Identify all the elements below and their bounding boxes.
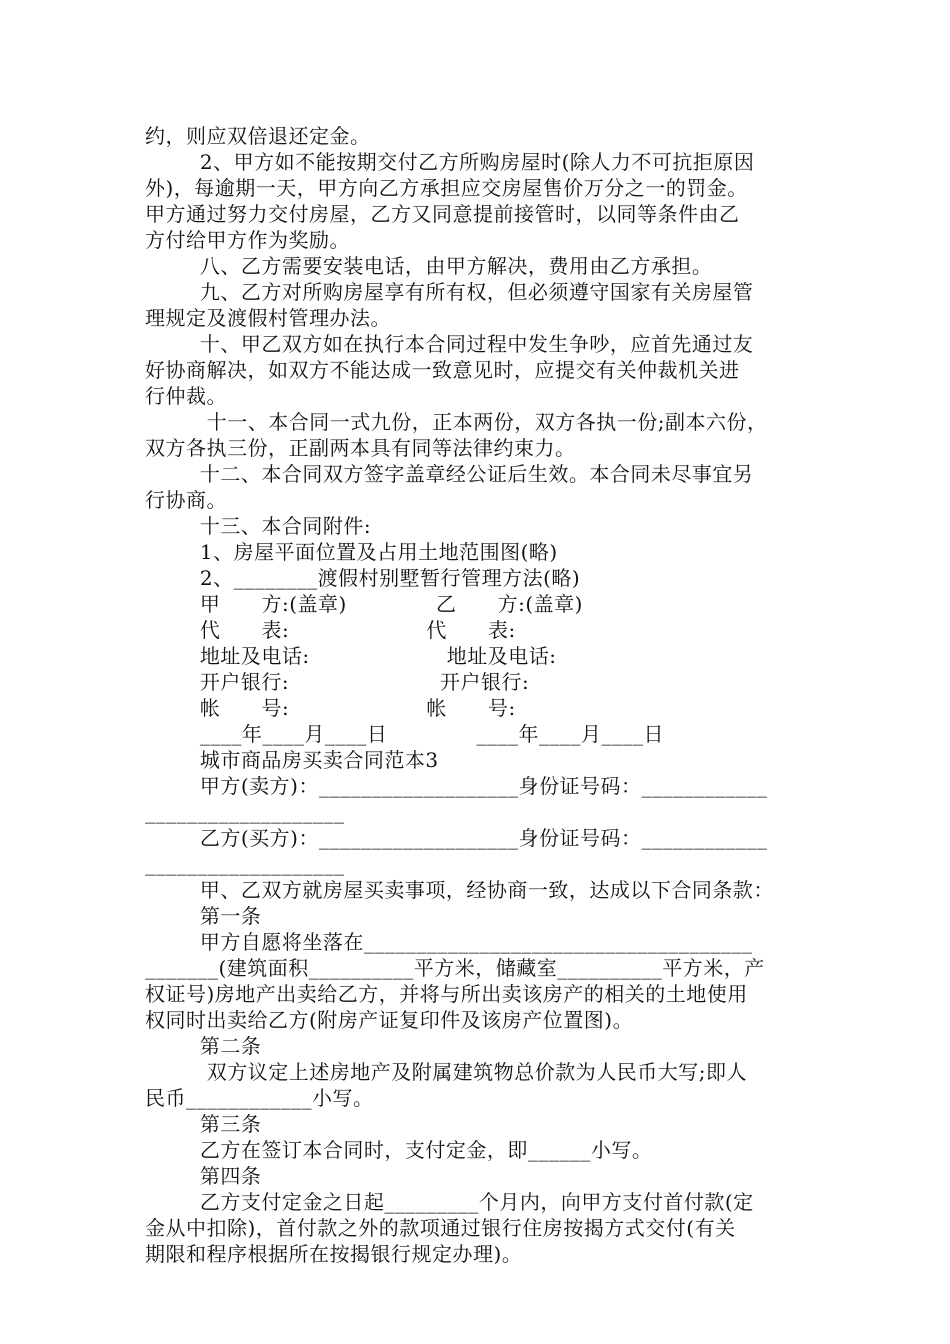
text-line: 甲方自愿将坐落在_____________________________________ [145, 930, 753, 954]
text-line: 约，则应双倍退还定金。 [145, 124, 371, 148]
text-line: 双方各执三份，正副两本具有同等法律约束力。 [145, 436, 576, 460]
signature-line: 甲 方:(盖章) 乙 方:(盖章) [145, 592, 583, 616]
seller-line-cont: ___________________ [145, 800, 345, 824]
text-line: 好协商解决，如双方不能达成一致意见时，应提交有关仲裁机关进 [145, 358, 740, 382]
text-line: 十、甲乙双方如在执行本合同过程中发生争吵，应首先通过友 [145, 332, 754, 356]
text-line: 九、乙方对所购房屋享有所有权，但必须遵守国家有关房屋管 [145, 280, 754, 304]
buyer-line-cont: ___________________ [145, 852, 345, 876]
text-line: 2、甲方如不能按期交付乙方所购房屋时(除人力不可抗拒原因 [145, 150, 755, 174]
text-line: 行仲裁。 [145, 384, 227, 408]
text-line: 权同时出卖给乙方(附房产证复印件及该房产位置图)。 [145, 1008, 634, 1032]
signature-line: 代 表: 代 表: [145, 618, 516, 642]
text-line: 甲方通过努力交付房屋，乙方又同意提前接管时，以同等条件由乙 [145, 202, 740, 226]
text-line: 行协商。 [145, 488, 227, 512]
signature-line: 帐 号: 帐 号: [145, 696, 516, 720]
article-heading: 第三条 [145, 1112, 262, 1136]
text-line: 2、________渡假村别墅暂行管理方法(略) [145, 566, 581, 590]
text-line: 甲、乙双方就房屋买卖事项，经协商一致，达成以下合同条款： [145, 878, 774, 902]
text-line: 金从中扣除)，首付款之外的款项通过银行住房按揭方式交付(有关 [145, 1216, 736, 1240]
text-line: _______(建筑面积__________平方米，储藏室__________平方米，产 [145, 956, 765, 980]
buyer-line: 乙方(买方)：___________________身份证号码：____________ [145, 826, 768, 850]
signature-line: 开户银行: 开户银行: [145, 670, 530, 694]
text-line: 乙方在签订本合同时，支付定金，即______小写。 [145, 1138, 653, 1162]
text-line: 十一、本合同一式九份，正本两份，双方各执一份;副本六份， [145, 410, 768, 434]
text-line: 双方议定上述房地产及附属建筑物总价款为人民币大写;即人 [145, 1060, 747, 1084]
text-line: 方付给甲方作为奖励。 [145, 228, 350, 252]
signature-line: 地址及电话: 地址及电话: [145, 644, 557, 668]
text-line: 乙方支付定金之日起_________个月内，向甲方支付首付款(定 [145, 1190, 754, 1214]
text-line: 1、房屋平面位置及占用土地范围图(略) [145, 540, 558, 564]
article-heading: 第一条 [145, 904, 262, 928]
text-line: 十三、本合同附件: [145, 514, 372, 538]
article-heading: 第二条 [145, 1034, 262, 1058]
text-line: 八、乙方需要安装电话，由甲方解决，费用由乙方承担。 [145, 254, 713, 278]
text-line: 外)，每逾期一天，甲方向乙方承担应交房屋售价万分之一的罚金。 [145, 176, 748, 200]
text-line: 民币____________小写。 [145, 1086, 374, 1110]
text-line: 权证号)房地产出卖给乙方，并将与所出卖该房产的相关的土地使用 [145, 982, 748, 1006]
text-line: 十二、本合同双方签字盖章经公证后生效。本合同未尽事宜另 [145, 462, 754, 486]
text-line: 期限和程序根据所在按揭银行规定办理)。 [145, 1242, 523, 1266]
date-line: ____年____月____日 ____年____月____日 [145, 722, 665, 746]
seller-line: 甲方(卖方)：___________________身份证号码：____________ [145, 774, 768, 798]
text-line: 理规定及渡假村管理办法。 [145, 306, 391, 330]
article-heading: 第四条 [145, 1164, 262, 1188]
section-title: 城市商品房买卖合同范本3 [145, 748, 439, 772]
